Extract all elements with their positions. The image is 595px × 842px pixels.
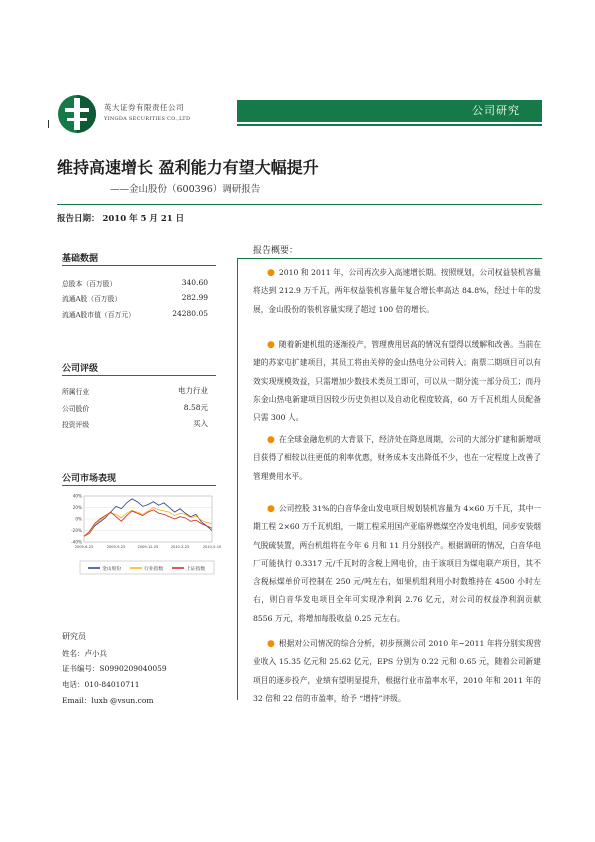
market-heading: 公司市场表现 (62, 474, 117, 484)
basic-data-label: 总股本（百万股） (62, 279, 117, 288)
bullet-icon: ● (267, 340, 275, 350)
basic-data-divider (62, 265, 216, 266)
margin-mark (48, 120, 52, 128)
basic-data-row (62, 276, 208, 289)
rating-value: 买入 (193, 419, 208, 428)
chart-series-line (84, 510, 212, 536)
chart-x-tick-label: 2009-12-25 (137, 545, 159, 549)
analyst-heading: 研究员 (62, 632, 86, 641)
report-subtitle: ——金山股份（600396）调研报告 (110, 184, 261, 195)
summary-paragraph: ● 在全球金融危机的大背景下，经济处在降息周期，公司的大部分扩建和新增项目获得了相较以往更低的利率优惠，财务成本支出降低不少，也在一定程度上改善了管理费用水平。 (253, 435, 541, 481)
rating-row (62, 384, 208, 397)
rating-heading: 公司评级 (62, 364, 99, 374)
yingda-logo-icon (57, 94, 97, 134)
chart-legend-label: 金山股份 (102, 566, 122, 572)
summary-paragraph: ● 2010 和 2011 年，公司再次步入高速增长期。按照规划，公司权益装机容量将达到 212.9 万千瓦，两年权益装机容量年复合增长率高达 84.8%，经过十年的发展，金山股份的装机容量实现了超过 100 倍的增长。 (253, 268, 541, 314)
analyst-certificate: 证书编号：S0990209040059 (62, 664, 167, 673)
chart-y-tick-label: 20% (72, 505, 82, 511)
chart-y-tick-label: 40% (72, 493, 82, 499)
company-name-en: YINGDA SECURITIES CO.,LTD (104, 116, 191, 122)
rating-label: 投资评级 (62, 420, 90, 429)
basic-data-heading: 基础数据 (62, 254, 99, 264)
basic-data-label: 流通A股（百万股） (62, 294, 122, 303)
analyst-email: Email：luxb @vsun.com (62, 696, 154, 705)
chart-y-tick-label: -40% (71, 539, 82, 545)
basic-data-value: 282.99 (181, 293, 208, 302)
report-date: 报告日期： 2010 年 5 月 21 日 (57, 214, 185, 224)
chart-legend-label: 行业指数 (144, 566, 164, 572)
summary-top-divider (237, 258, 542, 259)
chart-x-tick-label: 2010-3-25 (170, 545, 190, 549)
rating-label: 公司股价 (62, 404, 90, 413)
header-divider (237, 124, 542, 126)
market-divider (62, 485, 216, 486)
chart-y-tick-label: -20% (71, 528, 82, 534)
chart-x-tick-label: 2009-9-25 (106, 545, 126, 549)
summary-paragraph: ● 随着新建机组的逐渐投产，管理费用居高的情况有望得以缓解和改善。当前在建的苏家屯扩建项目，其员工将由关停的金山热电分公司转入；南票二期项目可以有效实现规模效益，只需增加少数技术类员工即可，可以从一期分流一部分员工；而丹东金山热电新建项目因较少历史负担以及自动化程度较高，60 万千瓦机组人员配备只需 300 人。 (253, 340, 541, 423)
rating-row (62, 401, 208, 414)
basic-data-row (62, 291, 208, 304)
basic-data-value: 340.60 (181, 278, 208, 287)
chart-x-tick-label: 2010-5-10 (202, 545, 222, 549)
basic-data-value: 24280.05 (172, 309, 208, 318)
chart-x-tick-label: 2009-6-25 (74, 545, 94, 549)
market-performance-chart (62, 490, 222, 585)
company-name-cn: 英大证券有限责任公司 (104, 103, 184, 112)
chart-y-tick-label: 0% (75, 516, 82, 522)
report-title: 维持高速增长 盈利能力有望大幅提升 (57, 158, 319, 177)
summary-left-border (237, 258, 238, 700)
analyst-phone: 电话：010-84010711 (62, 680, 140, 689)
summary-paragraph: ● 公司控股 31%的白音华金山发电项目规划装机容量为 4×60 万千瓦，其中一期工程 2×60 万千瓦机组，一期工程采用国产亚临界燃煤空冷发电机组，同步安装烟气脱硫装置，两台机组将在今年 6 月和 11 月分别投产。根据调研的情况，白音华电厂可能执行 0.3317 元/千瓦时的含税上网电价，由于该项目为煤电联产项目，其不含税标煤单价可控制在 250 元/吨左右，如果机组利用小时数维持在 4500 小时左右，则白音华发电项目全年可实现净利润 2.76 亿元，对公司的权益净利润贡献 8556 万元，将增加每股收益 0.25 元左右。 (253, 504, 541, 623)
bullet-icon: ● (267, 504, 275, 514)
basic-data-label: 流通A股市值（百万元） (62, 310, 135, 319)
rating-label: 所属行业 (62, 387, 90, 396)
summary-paragraph: ● 根据对公司情况的综合分析，初步预测公司 2010 年~2011 年将分别实现营业收入 15.35 亿元和 25.62 亿元，EPS 分别为 0.22 元和 0.65 元，随着公司新建项目的逐步投产，业绩有望明显提升，根据行业市盈率水平，2010 年和 2011 年的 32 倍和 22 倍的市盈率，给予 “增持”评级。 (253, 639, 542, 703)
section-label: 公司研究 (472, 104, 520, 117)
rating-value: 8.58元 (183, 403, 208, 412)
bullet-icon: ● (267, 435, 275, 445)
rating-divider (62, 375, 216, 376)
bullet-icon: ● (267, 268, 275, 278)
rating-value: 电力行业 (178, 386, 208, 395)
chart-legend-label: 上证指数 (186, 566, 206, 572)
basic-data-row (62, 307, 208, 320)
bullet-icon: ● (267, 639, 275, 649)
rating-row (62, 417, 208, 430)
summary-heading: 报告概要： (253, 246, 299, 256)
title-divider (57, 204, 542, 205)
analyst-name: 姓名：卢小兵 (62, 649, 107, 658)
